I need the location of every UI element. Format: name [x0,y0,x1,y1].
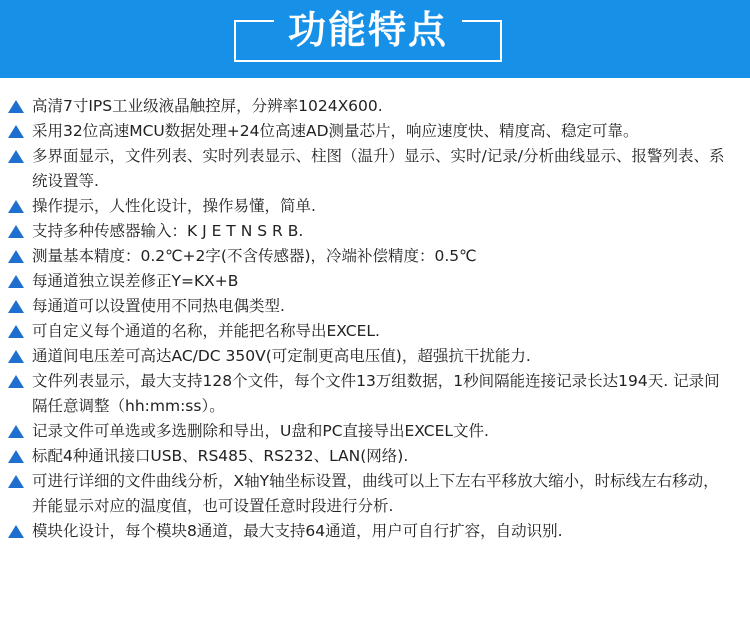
triangle-bullet-icon [8,325,24,338]
triangle-bullet-icon [8,475,24,488]
triangle-bullet-icon [8,150,24,163]
feature-item [0,144,750,194]
feature-item [0,469,750,519]
feature-text: 多界面显示，文件列表、实时列表显示、柱图（温升）显示、实时/记录/分析曲线显示、报警列表、系统设置等. [32,147,725,190]
triangle-bullet-icon [8,125,24,138]
feature-text: 支持多种传感器输入：K J E T N S R B. [32,222,304,240]
feature-item [0,244,750,269]
feature-item [0,319,750,344]
feature-text: 可自定义每个通道的名称，并能把名称导出EXCEL. [32,322,380,340]
feature-text: 每通道可以设置使用不同热电偶类型. [32,297,285,315]
triangle-bullet-icon [8,275,24,288]
feature-item [0,419,750,444]
triangle-bullet-icon [8,350,24,363]
triangle-bullet-icon [8,300,24,313]
feature-item [0,294,750,319]
triangle-bullet-icon [8,200,24,213]
triangle-bullet-icon [8,100,24,113]
triangle-bullet-icon [8,425,24,438]
feature-item [0,344,750,369]
triangle-bullet-icon [8,525,24,538]
feature-text: 模块化设计，每个模块8通道，最大支持64通道，用户可自行扩容，自动识别. [32,522,563,540]
feature-item [0,219,750,244]
feature-text: 通道间电压差可高达AC/DC 350V(可定制更高电压值)，超强抗干扰能力. [32,347,531,365]
feature-text: 记录文件可单选或多选删除和导出，U盘和PC直接导出EXCEL文件. [32,422,489,440]
feature-text: 采用32位高速MCU数据处理+24位高速AD测量芯片，响应速度快、精度高、稳定可靠。 [32,122,639,140]
feature-item [0,119,750,144]
feature-text: 文件列表显示，最大支持128个文件，每个文件13万组数据，1秒间隔能连接记录长达194天. 记录间隔任意调整（hh:mm:ss）。 [32,372,720,415]
triangle-bullet-icon [8,375,24,388]
triangle-bullet-icon [8,250,24,263]
feature-text: 可进行详细的文件曲线分析，X轴Y轴坐标设置，曲线可以上下左右平移放大缩小，时标线左右移动，并能显示对应的温度值，也可设置任意时段进行分析. [32,472,719,515]
feature-item [0,94,750,119]
page-title: 功能特点 [287,8,448,52]
feature-text: 测量基本精度：0.2℃+2字(不含传感器)，冷端补偿精度：0.5℃ [32,247,477,265]
feature-text: 每通道独立误差修正Y=KX+B [32,272,239,290]
feature-text: 高清7寸IPS工业级液晶触控屏，分辨率1024X600. [32,97,383,115]
feature-text: 标配4种通讯接口USB、RS485、RS232、LAN(网络). [32,447,409,465]
triangle-bullet-icon [8,225,24,238]
triangle-bullet-icon [8,450,24,463]
feature-item [0,194,750,219]
feature-item [0,444,750,469]
feature-text: 操作提示，人性化设计，操作易懂，简单. [32,197,316,215]
feature-item [0,519,750,544]
feature-list [0,94,750,544]
feature-item [0,369,750,419]
feature-item [0,269,750,294]
